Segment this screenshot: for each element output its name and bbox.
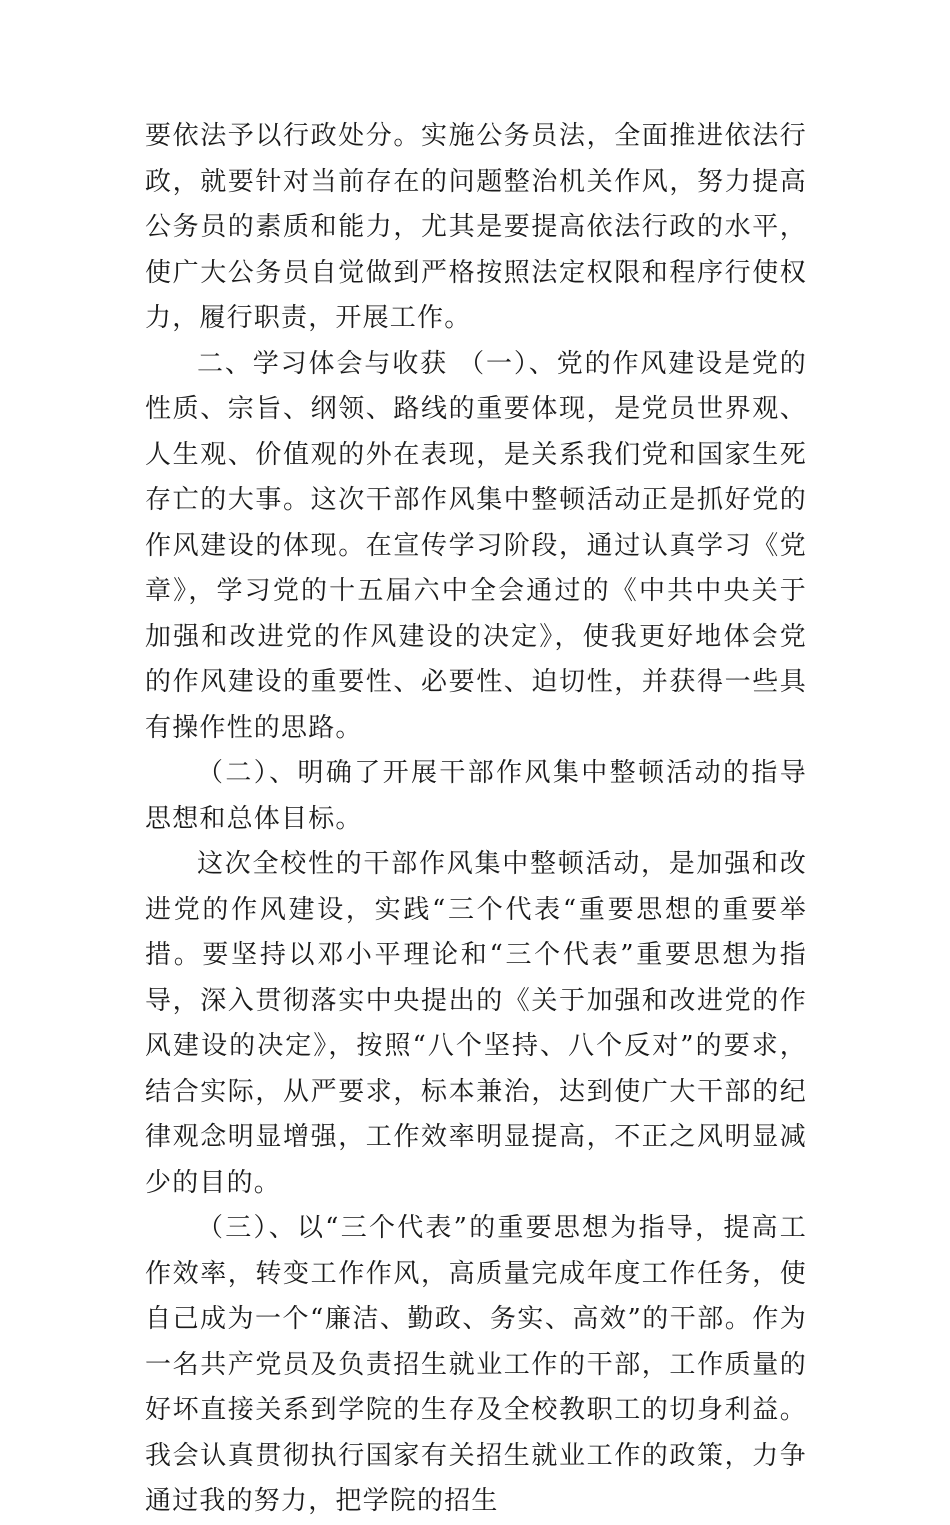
paragraph-continuation: 要依法予以行政处分。实施公务员法，全面推进依法行政，就要针对当前存在的问题整治机关作风，努力提高公务员的素质和能力，尤其是要提高依法行政的水平，使广大公务员自觉做到严格按照法定权限和程序行使权力，履行职责，开展工作。 bbox=[145, 121, 807, 333]
paragraph-part-three: （三）、以“三个代表”的重要思想为指导，提高工作效率，转变工作作风，高质量完成年度工作任务，使自己成为一个“廉洁、勤政、务实、高效”的干部。作为一名共产党员及负责招生就业工作的干部，工作质量的好坏直接关系到学院的生存及全校教职工的切身利益。我会认真贯彻执行国家有关招生就业工作的政策，力争通过我的努力，把学院的招生 bbox=[145, 1213, 807, 1516]
paragraph-part-two-heading: （二）、明确了开展干部作风集中整顿活动的指导思想和总体目标。 bbox=[145, 758, 807, 834]
document-body bbox=[145, 114, 807, 1525]
paragraph-section-two-part-one: 二、学习体会与收获 （一）、党的作风建设是党的性质、宗旨、纲领、路线的重要体现，是党员世界观、人生观、价值观的外在表现，是关系我们党和国家生死存亡的大事。这次干部作风集中整顿活动正是抓好党的作风建设的体现。在宣传学习阶段，通过认真学习《党章》，学习党的十五届六中全会通过的《中共中央关于加强和改进党的作风建设的决定》，使我更好地体会党的作风建设的重要性、必要性、迫切性，并获得一些具有操作性的思路。 bbox=[145, 348, 807, 743]
paragraph-part-two-body: 这次全校性的干部作风集中整顿活动，是加强和改进党的作风建设，实践“三个代表“重要思想的重要举措。要坚持以邓小平理论和“三个代表”重要思想为指导，深入贯彻落实中央提出的《关于加强和改进党的作风建设的决定》，按照“八个坚持、八个反对”的要求，结合实际，从严要求，标本兼治，达到使广大干部的纪律观念明显增强，工作效率明显提高，不正之风明显减少的目的。 bbox=[145, 849, 807, 1198]
